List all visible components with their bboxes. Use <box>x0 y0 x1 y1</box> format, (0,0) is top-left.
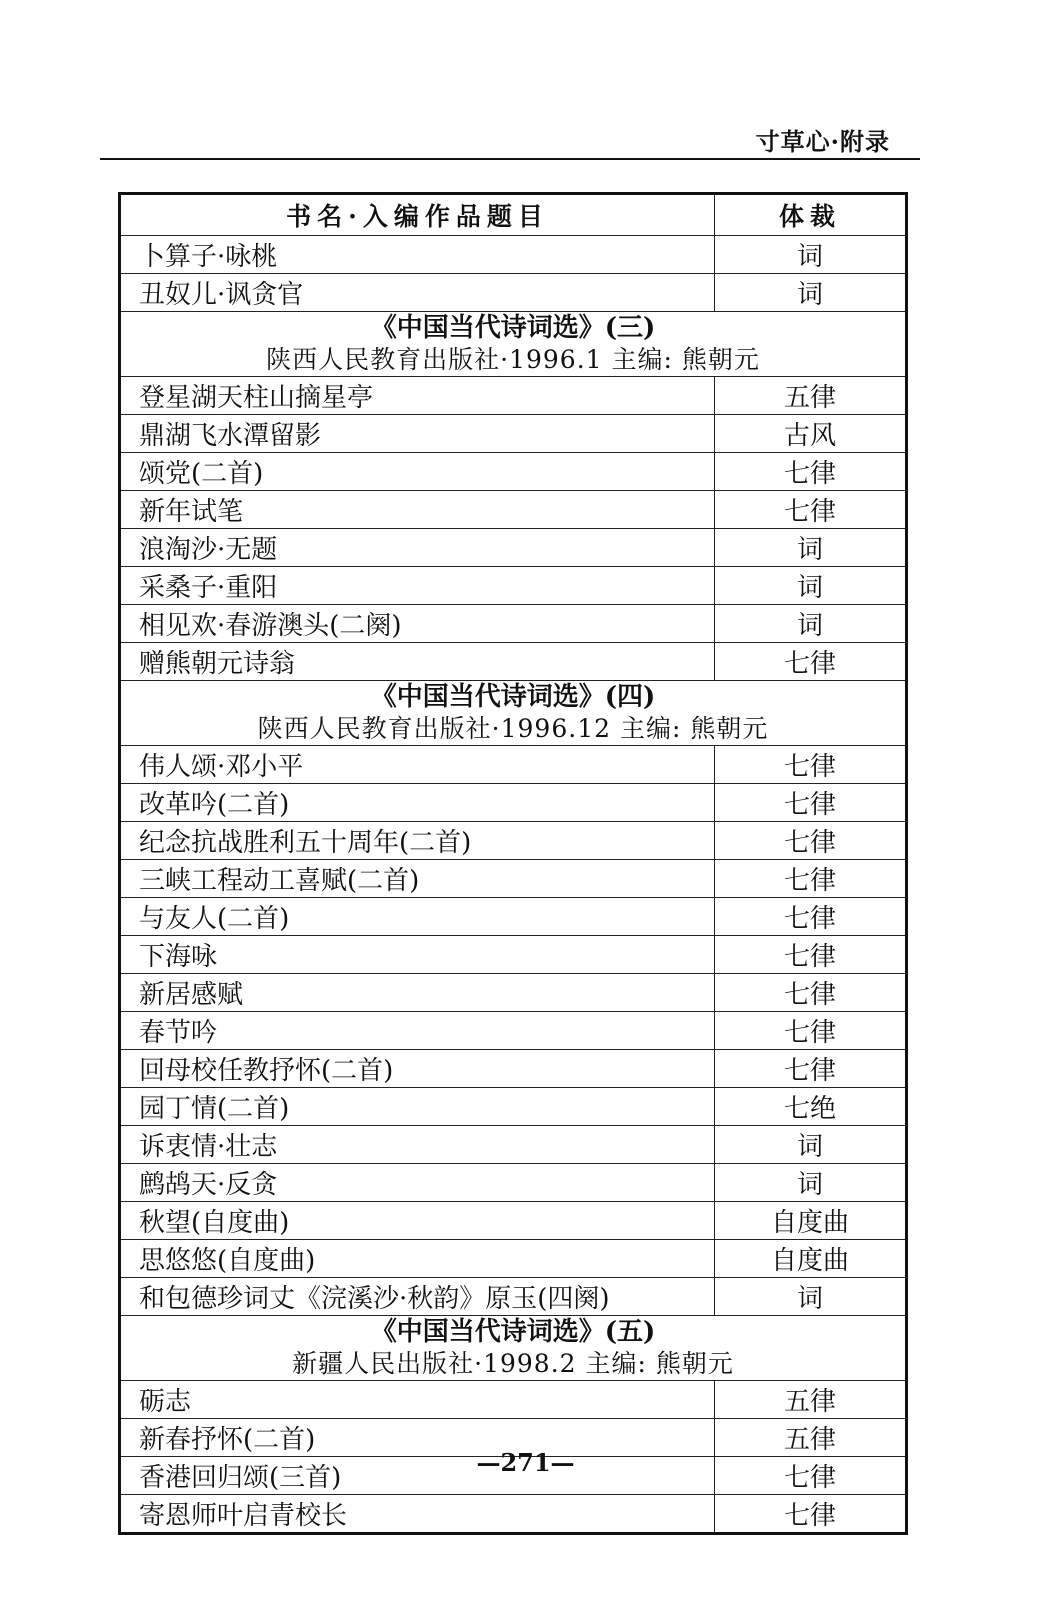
page-number: —271— <box>476 1448 575 1477</box>
work-title: 新年试笔 <box>120 491 715 529</box>
work-title: 新春抒怀(二首) <box>120 1419 715 1457</box>
work-title: 回母校任教抒怀(二首) <box>120 1050 715 1088</box>
work-genre: 七律 <box>715 1012 907 1050</box>
work-genre: 七律 <box>715 1495 907 1534</box>
work-title: 颂党(二首) <box>120 453 715 491</box>
table-row <box>120 1088 907 1126</box>
table-row <box>120 1164 907 1202</box>
work-genre: 词 <box>715 1164 907 1202</box>
work-title: 三峡工程动工喜赋(二首) <box>120 860 715 898</box>
table-row <box>120 1126 907 1164</box>
table-row <box>120 1012 907 1050</box>
table-row <box>120 274 907 312</box>
column-header-title: 书名·入编作品题目 <box>120 194 715 236</box>
work-genre: 七绝 <box>715 1088 907 1126</box>
table-row <box>120 898 907 936</box>
work-title: 诉衷情·壮志 <box>120 1126 715 1164</box>
table-row <box>120 1202 907 1240</box>
section-publisher: 陕西人民教育出版社·1996.12 主编: 熊朝元 <box>257 714 769 743</box>
work-genre: 五律 <box>715 377 907 415</box>
work-genre: 五律 <box>715 1381 907 1419</box>
work-title: 采桑子·重阳 <box>120 567 715 605</box>
work-title: 相见欢·春游澳头(二阕) <box>120 605 715 643</box>
work-genre: 七律 <box>715 898 907 936</box>
work-genre: 七律 <box>715 491 907 529</box>
table-row <box>120 453 907 491</box>
section-publisher: 新疆人民出版社·1998.2 主编: 熊朝元 <box>292 1349 734 1378</box>
work-title: 与友人(二首) <box>120 898 715 936</box>
work-title: 寄恩师叶启青校长 <box>120 1495 715 1534</box>
work-title: 卜算子·咏桃 <box>120 236 715 274</box>
work-genre: 七律 <box>715 822 907 860</box>
work-title: 鼎湖飞水潭留影 <box>120 415 715 453</box>
work-title: 赠熊朝元诗翁 <box>120 643 715 681</box>
work-genre: 词 <box>715 274 907 312</box>
table-row <box>120 491 907 529</box>
work-title: 鹧鸪天·反贪 <box>120 1164 715 1202</box>
table-row <box>120 1381 907 1419</box>
work-title: 浪淘沙·无题 <box>120 529 715 567</box>
work-title: 思悠悠(自度曲) <box>120 1240 715 1278</box>
running-header <box>100 118 920 160</box>
work-title: 砺志 <box>120 1381 715 1419</box>
work-genre: 七律 <box>715 936 907 974</box>
work-title: 香港回归颂(三首) <box>120 1457 715 1495</box>
work-genre: 词 <box>715 567 907 605</box>
work-genre: 七律 <box>715 453 907 491</box>
table-row <box>120 784 907 822</box>
work-genre: 七律 <box>715 746 907 784</box>
work-title: 改革吟(二首) <box>120 784 715 822</box>
work-title: 登星湖天柱山摘星亭 <box>120 377 715 415</box>
table-row <box>120 746 907 784</box>
column-header-genre: 体裁 <box>715 194 907 236</box>
work-title: 春节吟 <box>120 1012 715 1050</box>
table-row <box>120 643 907 681</box>
work-title: 下海咏 <box>120 936 715 974</box>
table-row <box>120 567 907 605</box>
work-genre: 七律 <box>715 860 907 898</box>
table-row <box>120 236 907 274</box>
table-row <box>120 822 907 860</box>
work-title: 丑奴儿·讽贪官 <box>120 274 715 312</box>
work-genre: 自度曲 <box>715 1240 907 1278</box>
table-row <box>120 377 907 415</box>
table-row <box>120 1240 907 1278</box>
work-title: 纪念抗战胜利五十周年(二首) <box>120 822 715 860</box>
section-book-title: 《中国当代诗词选》(四) <box>370 682 656 712</box>
table-row <box>120 1278 907 1316</box>
work-genre: 五律 <box>715 1419 907 1457</box>
work-title: 和包德珍词丈《浣溪沙·秋韵》原玉(四阕) <box>120 1278 715 1316</box>
work-genre: 自度曲 <box>715 1202 907 1240</box>
work-genre: 七律 <box>715 643 907 681</box>
work-title: 园丁情(二首) <box>120 1088 715 1126</box>
work-genre: 词 <box>715 236 907 274</box>
work-genre: 七律 <box>715 974 907 1012</box>
table-row <box>120 605 907 643</box>
works-table <box>118 192 908 1535</box>
section-row <box>120 1316 907 1381</box>
work-genre: 七律 <box>715 1050 907 1088</box>
table-row <box>120 529 907 567</box>
work-genre: 七律 <box>715 1457 907 1495</box>
section-cell <box>120 681 907 746</box>
section-publisher: 陕西人民教育出版社·1996.1 主编: 熊朝元 <box>266 345 760 374</box>
work-genre: 词 <box>715 529 907 567</box>
table-row <box>120 1495 907 1534</box>
work-genre: 七律 <box>715 784 907 822</box>
work-title: 新居感赋 <box>120 974 715 1012</box>
work-genre: 词 <box>715 1126 907 1164</box>
table-row <box>120 936 907 974</box>
table-body <box>120 236 907 1534</box>
section-book-title: 《中国当代诗词选》(三) <box>370 313 656 343</box>
section-row <box>120 681 907 746</box>
work-genre: 古风 <box>715 415 907 453</box>
table-row <box>120 415 907 453</box>
table-header-row <box>120 194 907 236</box>
section-book-title: 《中国当代诗词选》(五) <box>370 1317 656 1347</box>
section-cell <box>120 312 907 377</box>
table-row <box>120 1050 907 1088</box>
section-cell <box>120 1316 907 1381</box>
table-row <box>120 860 907 898</box>
section-row <box>120 312 907 377</box>
work-genre: 词 <box>715 605 907 643</box>
work-genre: 词 <box>715 1278 907 1316</box>
header-title: 寸草心·附录 <box>755 127 890 156</box>
table-row <box>120 974 907 1012</box>
work-title: 伟人颂·邓小平 <box>120 746 715 784</box>
work-title: 秋望(自度曲) <box>120 1202 715 1240</box>
